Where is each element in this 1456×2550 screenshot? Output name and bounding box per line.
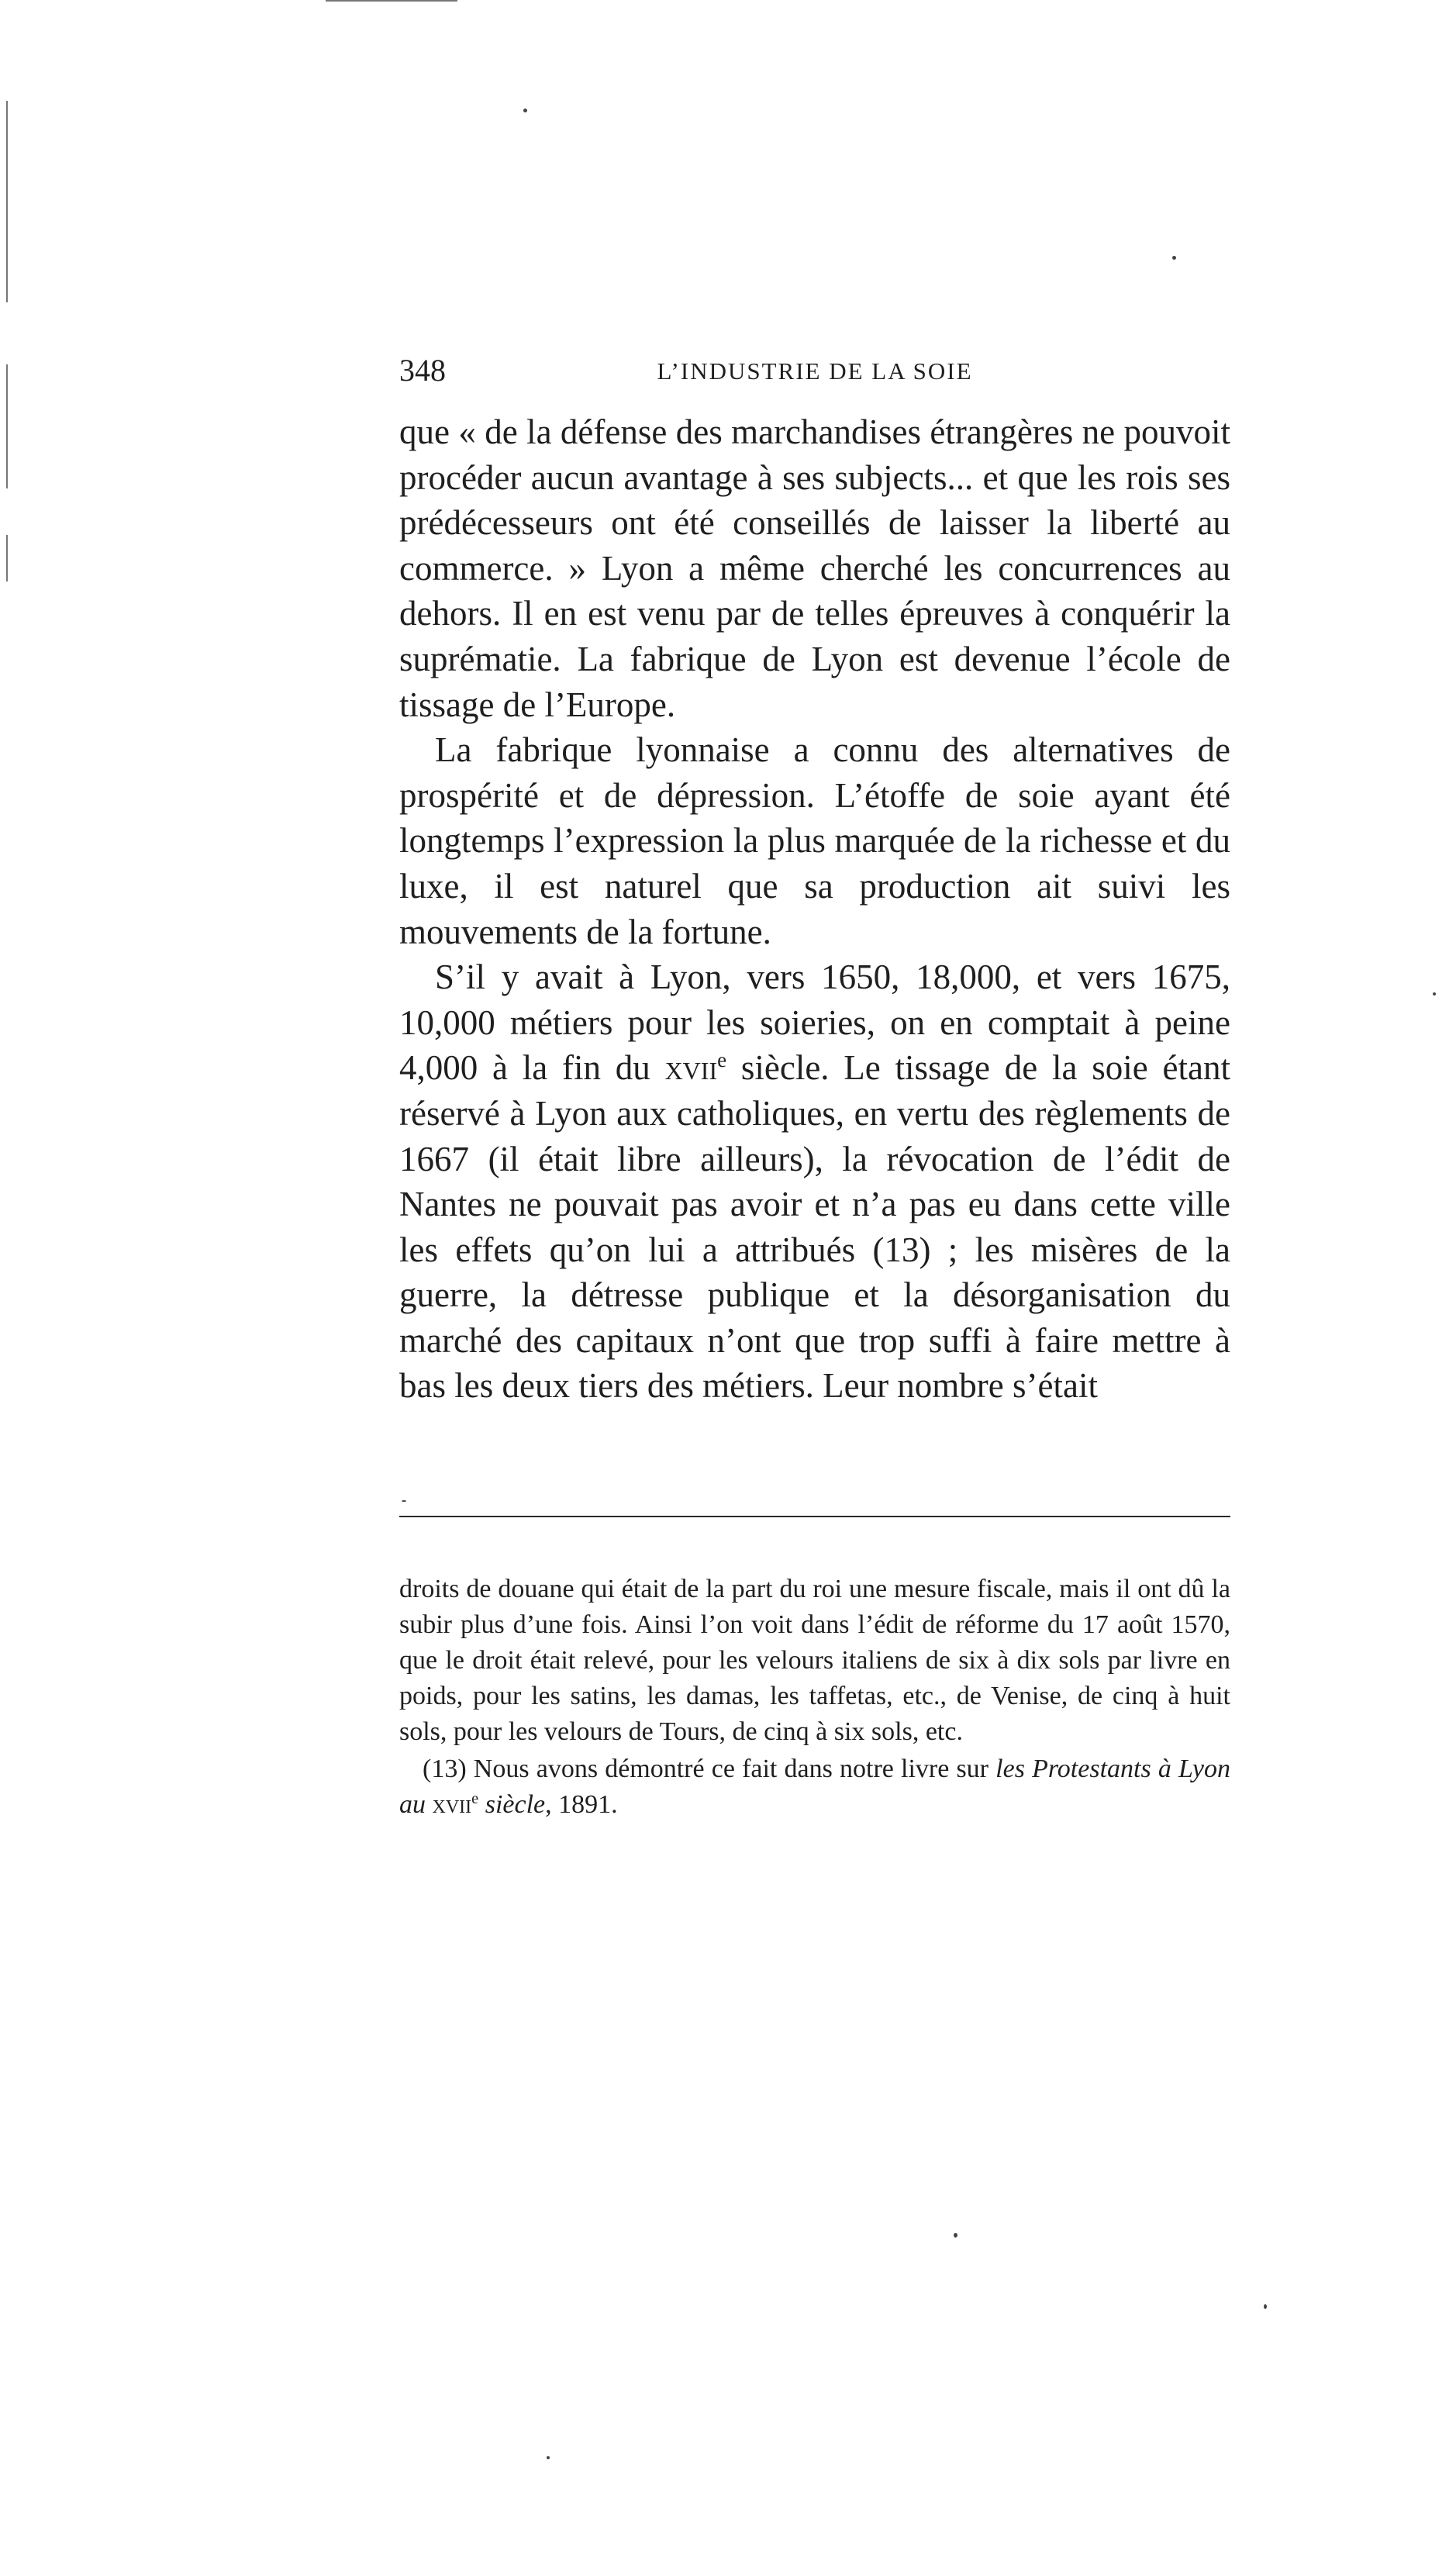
scan-speck <box>1172 256 1176 260</box>
footnote-13-text: (13) Nous avons démontré ce fait dans notre livre sur <box>423 1755 996 1783</box>
scan-speck <box>954 2233 957 2238</box>
main-text <box>399 409 1230 1409</box>
paragraph-metiers <box>399 954 1230 1409</box>
century-superscript: e <box>717 1048 727 1072</box>
paragraph-continuation: que « de la défense des marchandises étrangères ne pouvoit procéder aucun avantage à ses subjects... et que les rois ses prédécesseurs ont été conseillés de laisser la liberté au commerce. » Lyon a même cherché les concurrences au dehors. Il en est venu par de telles épreuves à conquérir la suprématie. La fabrique de Lyon est devenue l’école de tissage de l’Europe. <box>399 412 1230 724</box>
footnote-separator <box>399 1516 1230 1517</box>
scan-edge-mark <box>6 364 8 488</box>
footnote-13-year: , 1891. <box>545 1790 618 1819</box>
paragraph-metiers-part1: S’il y avait à Lyon, vers 1650, 18,000, et vers 1675, 10,000 métiers pour les soieries, on en comptait à peine 4,000 à la fin du <box>399 958 1230 1088</box>
footnote-13-book-title-b: siècle <box>485 1790 546 1819</box>
scan-edge-mark <box>6 535 8 581</box>
footnote-12-continuation: droits de douane qui était de la part du roi une mesure fiscale, mais il ont dû la subir plus d’une fois. Ainsi l’on voit dans l’édit de réforme du 17 août 1570, que le droit était relevé, pour les velours italiens de six à dix sols par livre en poids, pour les satins, les damas, les taffetas, etc., de Venise, de cinq à huit sols, pour les velours de Tours, de cinq à six sols, etc. <box>399 1575 1230 1746</box>
scan-speck <box>1433 992 1436 996</box>
running-head <box>399 349 1230 392</box>
paragraph-metiers-part2: siècle. Le tissage de la soie étant réservé à Lyon aux catholiques, en vertu des règlements de 1667 (il était libre ailleurs), la révocation de l’édit de Nantes ne pouvait pas avoir et n’a pas eu dans cette ville les effets qu’on lui a attribués (13) ; les misères de la guerre, la détresse publique et la désorganisation du marché des capitaux n’ont que trop suffi à faire mettre à bas les deux tiers des métiers. Leur nombre s’était <box>399 1048 1231 1406</box>
scan-top-mark <box>326 0 457 2</box>
footnote-13-book-title-a: les Protestants à Lyon au <box>399 1755 1230 1819</box>
footnote-13 <box>399 1751 1230 1823</box>
scan-speck <box>523 109 527 112</box>
footnote-13-century: xvii <box>432 1790 472 1819</box>
scan-speck <box>547 2456 550 2459</box>
page-number: 348 <box>399 353 446 388</box>
scan-speck <box>1264 2304 1267 2309</box>
scan-edge-mark <box>6 101 8 302</box>
footnote-13-century-sup: e <box>471 1789 479 1807</box>
footnotes <box>399 1572 1230 1823</box>
paragraph-fabrique-lyonnaise: La fabrique lyonnaise a connu des alternatives de prospérité et de dépression. L’étoffe de soie ayant été longtemps l’expression la plus marquée de la richesse et du luxe, il est naturel que sa production ait suivi les mouvements de la fortune. <box>399 730 1230 951</box>
century-numeral: xvii <box>664 1048 718 1088</box>
running-title: L’INDUSTRIE DE LA SOIE <box>657 357 973 385</box>
scan-speck <box>402 1500 406 1502</box>
